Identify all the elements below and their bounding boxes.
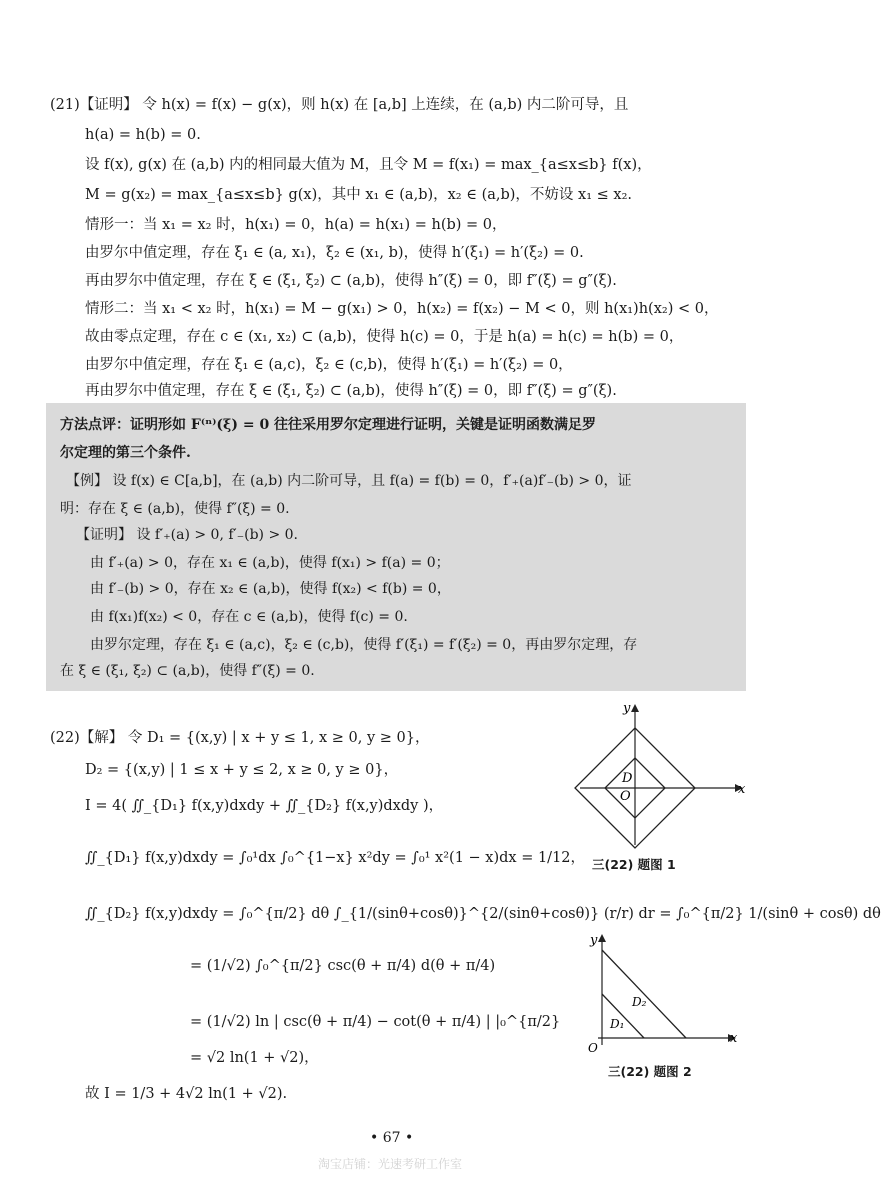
s21-line-5: 情形一：当 x₁ = x₂ 时，h(x₁) = 0，h(a) = h(x₁) = h(b) = 0， bbox=[85, 217, 507, 233]
fig2-y-arrow bbox=[598, 934, 606, 942]
s21-line-10: 由罗尔中值定理，存在 ξ₁ ∈ (a,c)，ξ₂ ∈ (c,b)，使得 h′(ξ₁) = h′(ξ₂) = 0， bbox=[85, 357, 573, 373]
fig2-label-o: O bbox=[588, 1041, 598, 1055]
fig2-label-d2: D₂ bbox=[632, 995, 647, 1009]
note-line-8: 由 f(x₁)f(x₂) < 0，存在 c ∈ (a,b)，使得 f(c) = 0. bbox=[90, 609, 408, 625]
s21-line-2: h(a) = h(b) = 0. bbox=[85, 127, 201, 143]
fig1-label-d: D bbox=[622, 771, 633, 786]
figure-1 bbox=[560, 700, 750, 850]
s22-line-3: I = 4( ∬_{D₁} f(x,y)dxdy + ∬_{D₂} f(x,y)dxdy )， bbox=[85, 798, 444, 814]
s22-line-8: = √2 ln(1 + √2)， bbox=[190, 1050, 319, 1066]
note-line-9: 由罗尔定理，存在 ξ₁ ∈ (a,c)，ξ₂ ∈ (c,b)，使得 f′(ξ₁) = f′(ξ₂) = 0，再由罗尔定理，存 bbox=[90, 637, 638, 653]
note-line-5: 【证明】 设 f′₊(a) > 0, f′₋(b) > 0. bbox=[76, 527, 298, 543]
s22-line-6: = (1/√2) ∫₀^{π/2} csc(θ + π/4) d(θ + π/4) bbox=[190, 958, 496, 974]
note-line-6: 由 f′₊(a) > 0，存在 x₁ ∈ (a,b)，使得 f(x₁) > f(a) = 0； bbox=[90, 555, 450, 571]
figure-2 bbox=[580, 930, 750, 1060]
s22-line-5: ∬_{D₂} f(x,y)dxdy = ∫₀^{π/2} dθ ∫_{1/(sinθ+cosθ)}^{2/(sinθ+cosθ)} (r/r) dr = ∫₀^{π/2} 1/(sinθ + cosθ) dθ bbox=[85, 906, 881, 922]
fig2-label-d1: D₁ bbox=[610, 1017, 625, 1031]
note-line-7: 由 f′₋(b) > 0，存在 x₂ ∈ (a,b)，使得 f(x₂) < f(b) = 0， bbox=[90, 581, 451, 597]
note-line-1: 方法点评：证明形如 F⁽ⁿ⁾(ξ) = 0 往往采用罗尔定理进行证明，关键是证明函数满足罗 bbox=[60, 417, 597, 433]
note-line-4: 明：存在 ξ ∈ (a,b)，使得 f″(ξ) = 0. bbox=[60, 501, 290, 517]
s21-line-6: 由罗尔中值定理，存在 ξ₁ ∈ (a, x₁)，ξ₂ ∈ (x₁, b)，使得 h′(ξ₁) = h′(ξ₂) = 0. bbox=[85, 245, 584, 261]
s21-line-11: 再由罗尔中值定理，存在 ξ ∈ (ξ₁, ξ₂) ⊂ (a,b)，使得 h″(ξ) = 0，即 f″(ξ) = g″(ξ). bbox=[85, 383, 617, 399]
watermark: 淘宝店铺：光速考研工作室 bbox=[318, 1157, 463, 1171]
s22-line-9: 故 I = 1/3 + 4√2 ln(1 + √2). bbox=[85, 1086, 288, 1102]
note-line-2: 尔定理的第三个条件. bbox=[60, 445, 191, 461]
s21-line-8: 情形二：当 x₁ < x₂ 时，h(x₁) = M − g(x₁) > 0，h(x₂) = f(x₂) − M < 0，则 h(x₁)h(x₂) < 0， bbox=[85, 301, 719, 317]
s21-line-1: (21)【证明】 令 h(x) = f(x) − g(x)，则 h(x) 在 [a,b] 上连续，在 (a,b) 内二阶可导，且 bbox=[50, 97, 629, 113]
page-number: • 67 • bbox=[370, 1130, 414, 1146]
s21-line-3: 设 f(x), g(x) 在 (a,b) 内的相同最大值为 M，且令 M = f(x₁) = max_{a≤x≤b} f(x)， bbox=[85, 157, 652, 173]
figure-2-caption: 三(22) 题图 2 bbox=[608, 1064, 692, 1079]
fig1-label-o: O bbox=[620, 789, 631, 804]
note-line-10: 在 ξ ∈ (ξ₁, ξ₂) ⊂ (a,b)，使得 f″(ξ) = 0. bbox=[60, 663, 315, 679]
s22-line-4: ∬_{D₁} f(x,y)dxdy = ∫₀¹dx ∫₀^{1−x} x²dy = ∫₀¹ x²(1 − x)dx = 1/12， bbox=[85, 850, 586, 866]
s21-line-9: 故由零点定理，存在 c ∈ (x₁, x₂) ⊂ (a,b)，使得 h(c) = 0，于是 h(a) = h(c) = h(b) = 0， bbox=[85, 329, 684, 345]
fig2-label-x: x bbox=[730, 1031, 738, 1046]
s21-line-7: 再由罗尔中值定理，存在 ξ ∈ (ξ₁, ξ₂) ⊂ (a,b)，使得 h″(ξ) = 0，即 f″(ξ) = g″(ξ). bbox=[85, 273, 617, 289]
s22-line-2: D₂ = {(x,y) | 1 ≤ x + y ≤ 2, x ≥ 0, y ≥ 0}， bbox=[85, 762, 399, 778]
figure-1-caption: 三(22) 题图 1 bbox=[592, 857, 676, 872]
s22-line-7: = (1/√2) ln | csc(θ + π/4) − cot(θ + π/4) | |₀^{π/2} bbox=[190, 1014, 561, 1030]
note-line-3: 【例】 设 f(x) ∈ C[a,b]，在 (a,b) 内二阶可导，且 f(a) = f(b) = 0，f′₊(a)f′₋(b) > 0，证 bbox=[66, 473, 632, 489]
s22-line-1: (22)【解】 令 D₁ = {(x,y) | x + y ≤ 1, x ≥ 0, y ≥ 0}， bbox=[50, 730, 430, 746]
fig1-y-arrow bbox=[631, 704, 639, 712]
s21-line-4: M = g(x₂) = max_{a≤x≤b} g(x)，其中 x₁ ∈ (a,b)，x₂ ∈ (a,b)，不妨设 x₁ ≤ x₂. bbox=[85, 187, 632, 203]
method-note-box bbox=[46, 403, 746, 691]
fig2-label-y: y bbox=[590, 933, 598, 948]
fig1-label-y: y bbox=[623, 701, 631, 716]
fig1-label-x: x bbox=[738, 782, 746, 797]
